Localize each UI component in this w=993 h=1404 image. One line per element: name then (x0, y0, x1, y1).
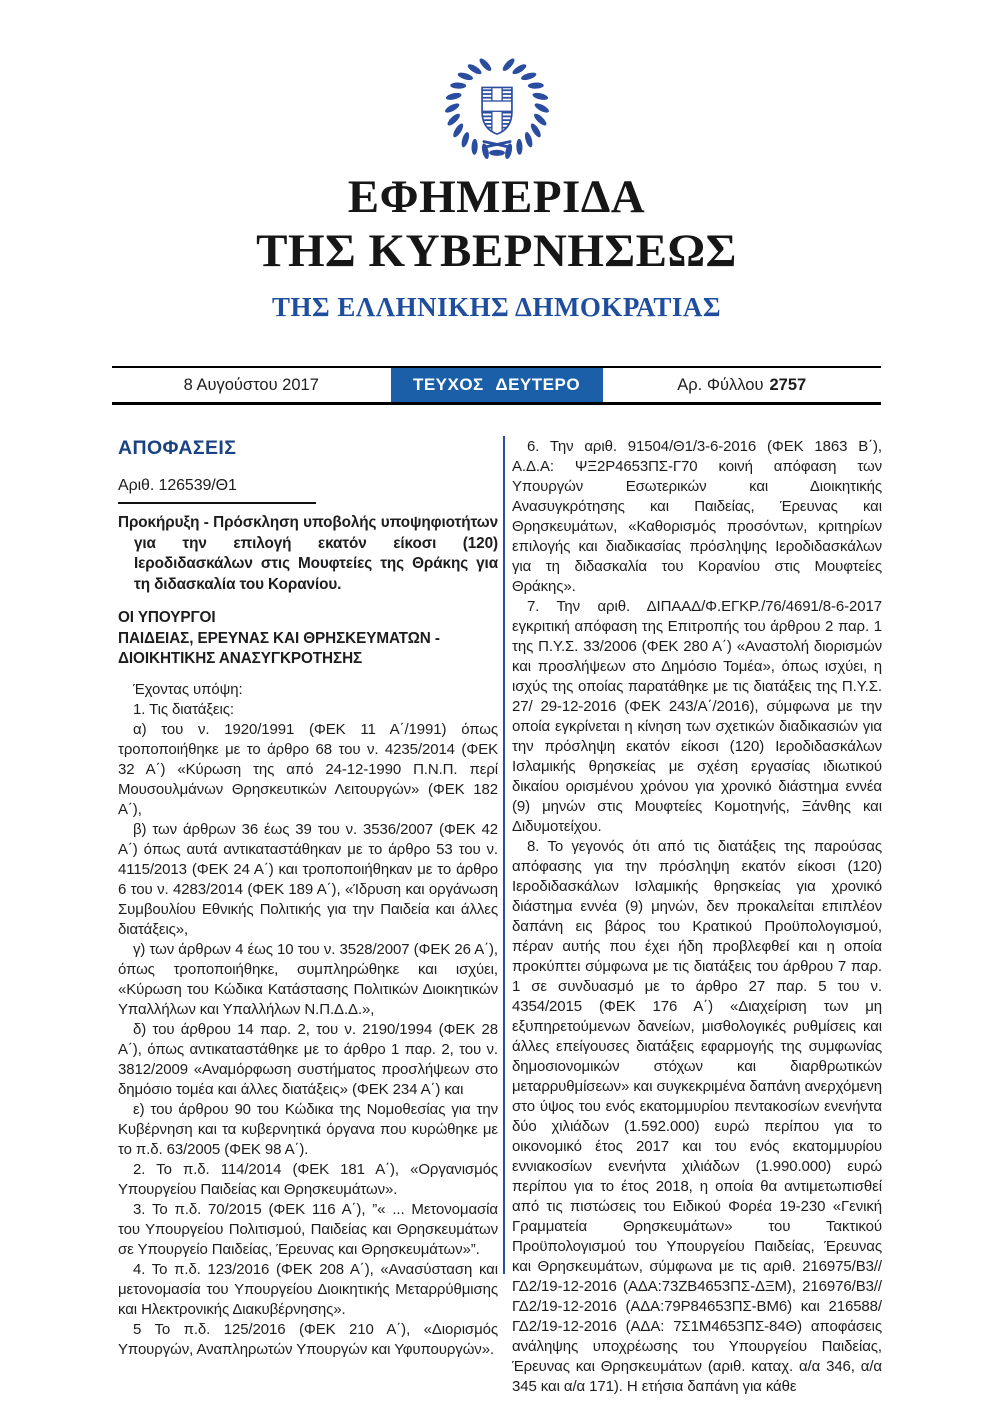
paragraph: α) του ν. 1920/1991 (ΦΕΚ 11 Α΄/1991) όπως τροποποιήθηκε με το άρθρο 68 του ν. 4235/2014 (ΦΕΚ 32 Α΄) «Κύρωση της από 24-12-1990 Π.Ν.Π. περί Μουσουλμάνων Θρησκευτικών Λειτουργών» (ΦΕΚ 182 Α΄), (118, 720, 498, 818)
issue-type-badge: ΤΕΥΧΟΣ ΔΕΥΤΕΡΟ (391, 368, 603, 402)
issuers-block (118, 608, 498, 670)
masthead (0, 0, 993, 322)
paragraph: γ) των άρθρων 4 έως 10 του ν. 3528/2007 (ΦΕΚ 26 Α΄), όπως τροποποιήθηκε, συμπληρώθηκε και ισχύει, «Κύρωση του Κώδικα Κατάστασης Πολιτικών Διοικητικών Υπαλλήλων και Υπαλλήλων Ν.Π.Δ.Δ.», (118, 940, 498, 1018)
decision-subject: Προκήρυξη - Πρόσκληση υποβολής υποψηφιοτήτων για την επιλογή εκατόν είκοσι (120) Ιεροδιδασκάλων στις Μουφτείες της Θράκης για τη διδασκαλία του Κορανίου. (118, 514, 498, 593)
gazette-subtitle: ΤΗΣ ΕΛΛΗΝΙΚΗΣ ΔΗΜΟΚΡΑΤΙΑΣ (271, 292, 722, 322)
left-column (118, 437, 498, 1360)
paragraph: 5 Το π.δ. 125/2016 (ΦΕΚ 210 Α΄), «Διορισμός Υπουργών, Αναπληρωτών Υπουργών και Υφυπουργών». (118, 1320, 498, 1358)
issue-number-label: Αρ. Φύλλου (677, 375, 764, 394)
gazette-title (0, 170, 993, 278)
paragraph: 2. Το π.δ. 114/2014 (ΦΕΚ 181 Α΄), «Οργανισμός Υπουργείου Παιδείας και Θρησκευμάτων». (118, 1160, 498, 1198)
issue-info-bar (112, 366, 881, 405)
gazette-title-line1: ΕΦΗΜΕΡΙΔΑ (347, 171, 646, 223)
paragraph: 3. Το π.δ. 70/2015 (ΦΕΚ 116 Α΄), ”« ... Μετονομασία του Υπουργείου Πολιτισμού, Παιδείας και Θρησκευμάτων σε Υπουργείο Παιδείας, Έρευνας και Θρησκευμάτων»”. (118, 1200, 498, 1258)
paragraph: 7. Την αριθ. ΔΙΠΑΑΔ/Φ.ΕΓΚΡ./76/4691/8-6-2017 εγκριτική απόφαση της Επιτροπής του άρθρου 2 παρ. 1 της Π.Υ.Σ. 33/2006 (ΦΕΚ 280 Α΄) «Αναστολή διορισμών και προσλήψεων στο Δημόσιο Τομέα», όπως ισχύει, η ισχύς της οποίας παρατάθηκε με τις διατάξεις της Π.Υ.Σ. 27/ 29-12-2016 (ΦΕΚ 243/Α΄/2016), σύμφωνα με την οποία εγκρίνεται η κίνηση των σχετικών διαδικασιών για την πρόσληψη εκατόν είκοσι (120) Ιεροδιδασκάλων Ισλαμικής θρησκείας με σχέση εργασίας ιδιωτικού δικαίου ορισμένου χρόνου για χρονικό διάστημα εννέα (9) μηνών στις Μουφτείες Κομοτηνής, Ξάνθης και Διδυμοτείχου. (512, 598, 882, 835)
greek-coat-of-arms-icon (436, 52, 558, 164)
paragraph: 6. Την αριθ. 91504/Θ1/3-6-2016 (ΦΕΚ 1863 Β΄), Α.Δ.Α: ΨΞ2Ρ4653ΠΣ-Γ70 κοινή απόφαση των Υπουργών Εσωτερικών και Διοικητικής Ανασυγκρότησης και Παιδείας, Έρευνας και Θρησκευμάτων, «Καθορισμός προσόντων, κριτηρίων επιλογής και διαδικασίας πρόσληψης Ιεροδιδασκάλων για τη διδασκαλία του Κορανίου στις Μουφτείες Θράκης». (512, 438, 882, 595)
paragraph: δ) του άρθρου 14 παρ. 2, του ν. 2190/1994 (ΦΕΚ 28 Α΄), όπως αντικαταστάθηκε με το άρθρο 1 παρ. 2, του ν. 3812/2009 «Αναμόρφωση συστήματος προσλήψεων στο δημόσιο τομέα και άλλες διατάξεις» (ΦΕΚ 234 Α΄) και (118, 1020, 498, 1098)
paragraph: 4. Το π.δ. 123/2016 (ΦΕΚ 208 Α΄), «Ανασύσταση και μετονομασία του Υπουργείου Διοικητικής Μεταρρύθμισης και Ηλεκτρονικής Διακυβέρνησης». (118, 1260, 498, 1318)
issuers-names: ΠΑΙΔΕΙΑΣ, ΕΡΕΥΝΑΣ ΚΑΙ ΘΡΗΣΚΕΥΜΑΤΩΝ - ΔΙΟΙΚΗΤΙΚΗΣ ΑΝΑΣΥΓΚΡΟΤΗΣΗΣ (118, 629, 440, 667)
section-heading-apofaseis: ΑΠΟΦΑΣΕΙΣ (118, 437, 237, 459)
right-column (512, 437, 882, 1397)
paragraph: β) των άρθρων 36 έως 39 του ν. 3536/2007 (ΦΕΚ 42 Α΄) όπως αυτά αντικαταστάθηκαν με το άρθρο 53 του ν. 4115/2013 (ΦΕΚ 24 Α΄) και τροποποιήθηκαν με το άρθρο 6 του ν. 4283/2014 (ΦΕΚ 189 Α΄), «Ίδρυση και οργάνωση Συμβουλίου Εθνικής Πολιτικής για την Παιδεία και άλλες διατάξεις», (118, 820, 498, 938)
issue-number-value: 2757 (769, 375, 807, 394)
decision-number: Αριθ. 126539/Θ1 (118, 476, 316, 504)
column-divider (503, 436, 505, 1274)
issue-date: 8 Αυγούστου 2017 (183, 375, 319, 394)
gazette-title-line2: ΤΗΣ ΚΥΒΕΡΝΗΣΕΩΣ (256, 225, 737, 277)
paragraph: ε) του άρθρου 90 του Κώδικα της Νομοθεσίας για την Κυβέρνηση και τα κυβερνητικά όργανα που κυρώθηκε με το π.δ. 63/2005 (ΦΕΚ 98 Α΄). (118, 1100, 498, 1158)
paragraph: 1. Τις διατάξεις: (133, 700, 234, 718)
paragraph: 8. Το γεγονός ότι από τις διατάξεις της παρούσας απόφασης για την πρόσληψη εκατόν είκοσι (120) Ιεροδιδασκάλων Ισλαμικής θρησκείας για χρονικό διάστημα εννέα (9) μηνών, δεν προκαλείται επιπλέον δαπάνη εις βάρος του Κρατικού Προϋπολογισμού, πέραν αυτής που έχει ήδη προβλεφθεί και η οποία προκύπτει σύμφωνα με τις διατάξεις του άρθρου 7 παρ. 1 σε συνδυασμό με το άρθρο 27 παρ. 5 του ν. 4354/2015 (ΦΕΚ 176 Α΄) «Διαχείριση των μη εξυπηρετούμενων δανείων, μισθολογικές ρυθμίσεις και άλλες επείγουσες διατάξεις εφαρμογής της συμφωνίας δημοσιονομικών στόχων και διαρθρωτικών μεταρρυθμίσεων» και συγκεκριμένα δαπάνη ανερχόμενη στο ύψος του ενός εκατομμυρίου πεντακοσίων ενενήντα δύο χιλιάδων (1.592.000) ευρώ περίπου για το οικονομικό έτος 2017 και του ενός εκατομμυρίου εννιακοσίων ενενήντα χιλιάδων (1.990.000) ευρώ περίπου για το έτος 2018, η οποία θα αντιμετωπισθεί από τις πιστώσεις του Ειδικού Φορέα 19-230 «Γενική Γραμματεία Θρησκευμάτων» του Τακτικού Προϋπολογισμού του Υπουργείου Παιδείας, Έρευνας και Θρησκευμάτων, σύμφωνα με τις αριθ. 216975/Β3//ΓΔ2/19-12-2016 (ΑΔΑ:73ΖΒ4653ΠΣ-ΔΞΜ), 216976/Β3//ΓΔ2/19-12-2016 (ΑΔΑ:79Ρ84653ΠΣ-ΒΜ6) και 216588/ΓΔ2/19-12-2016 (ΑΔΑ: 7Σ1Μ4653ΠΣ-84Θ) αποφάσεις ανάληψης υποχρέωσης του Υπουργείου Παιδείας, Έρευνας και Θρησκευμάτων (αριθ. καταχ. α/α 346, α/α 345 και α/α 171). Η ετήσια δαπάνη για κάθε (512, 838, 882, 1395)
issue-number (603, 368, 882, 402)
paragraph: Έχοντας υπόψη: (133, 680, 243, 698)
issuers-title: ΟΙ ΥΠΟΥΡΓΟΙ (118, 609, 216, 626)
